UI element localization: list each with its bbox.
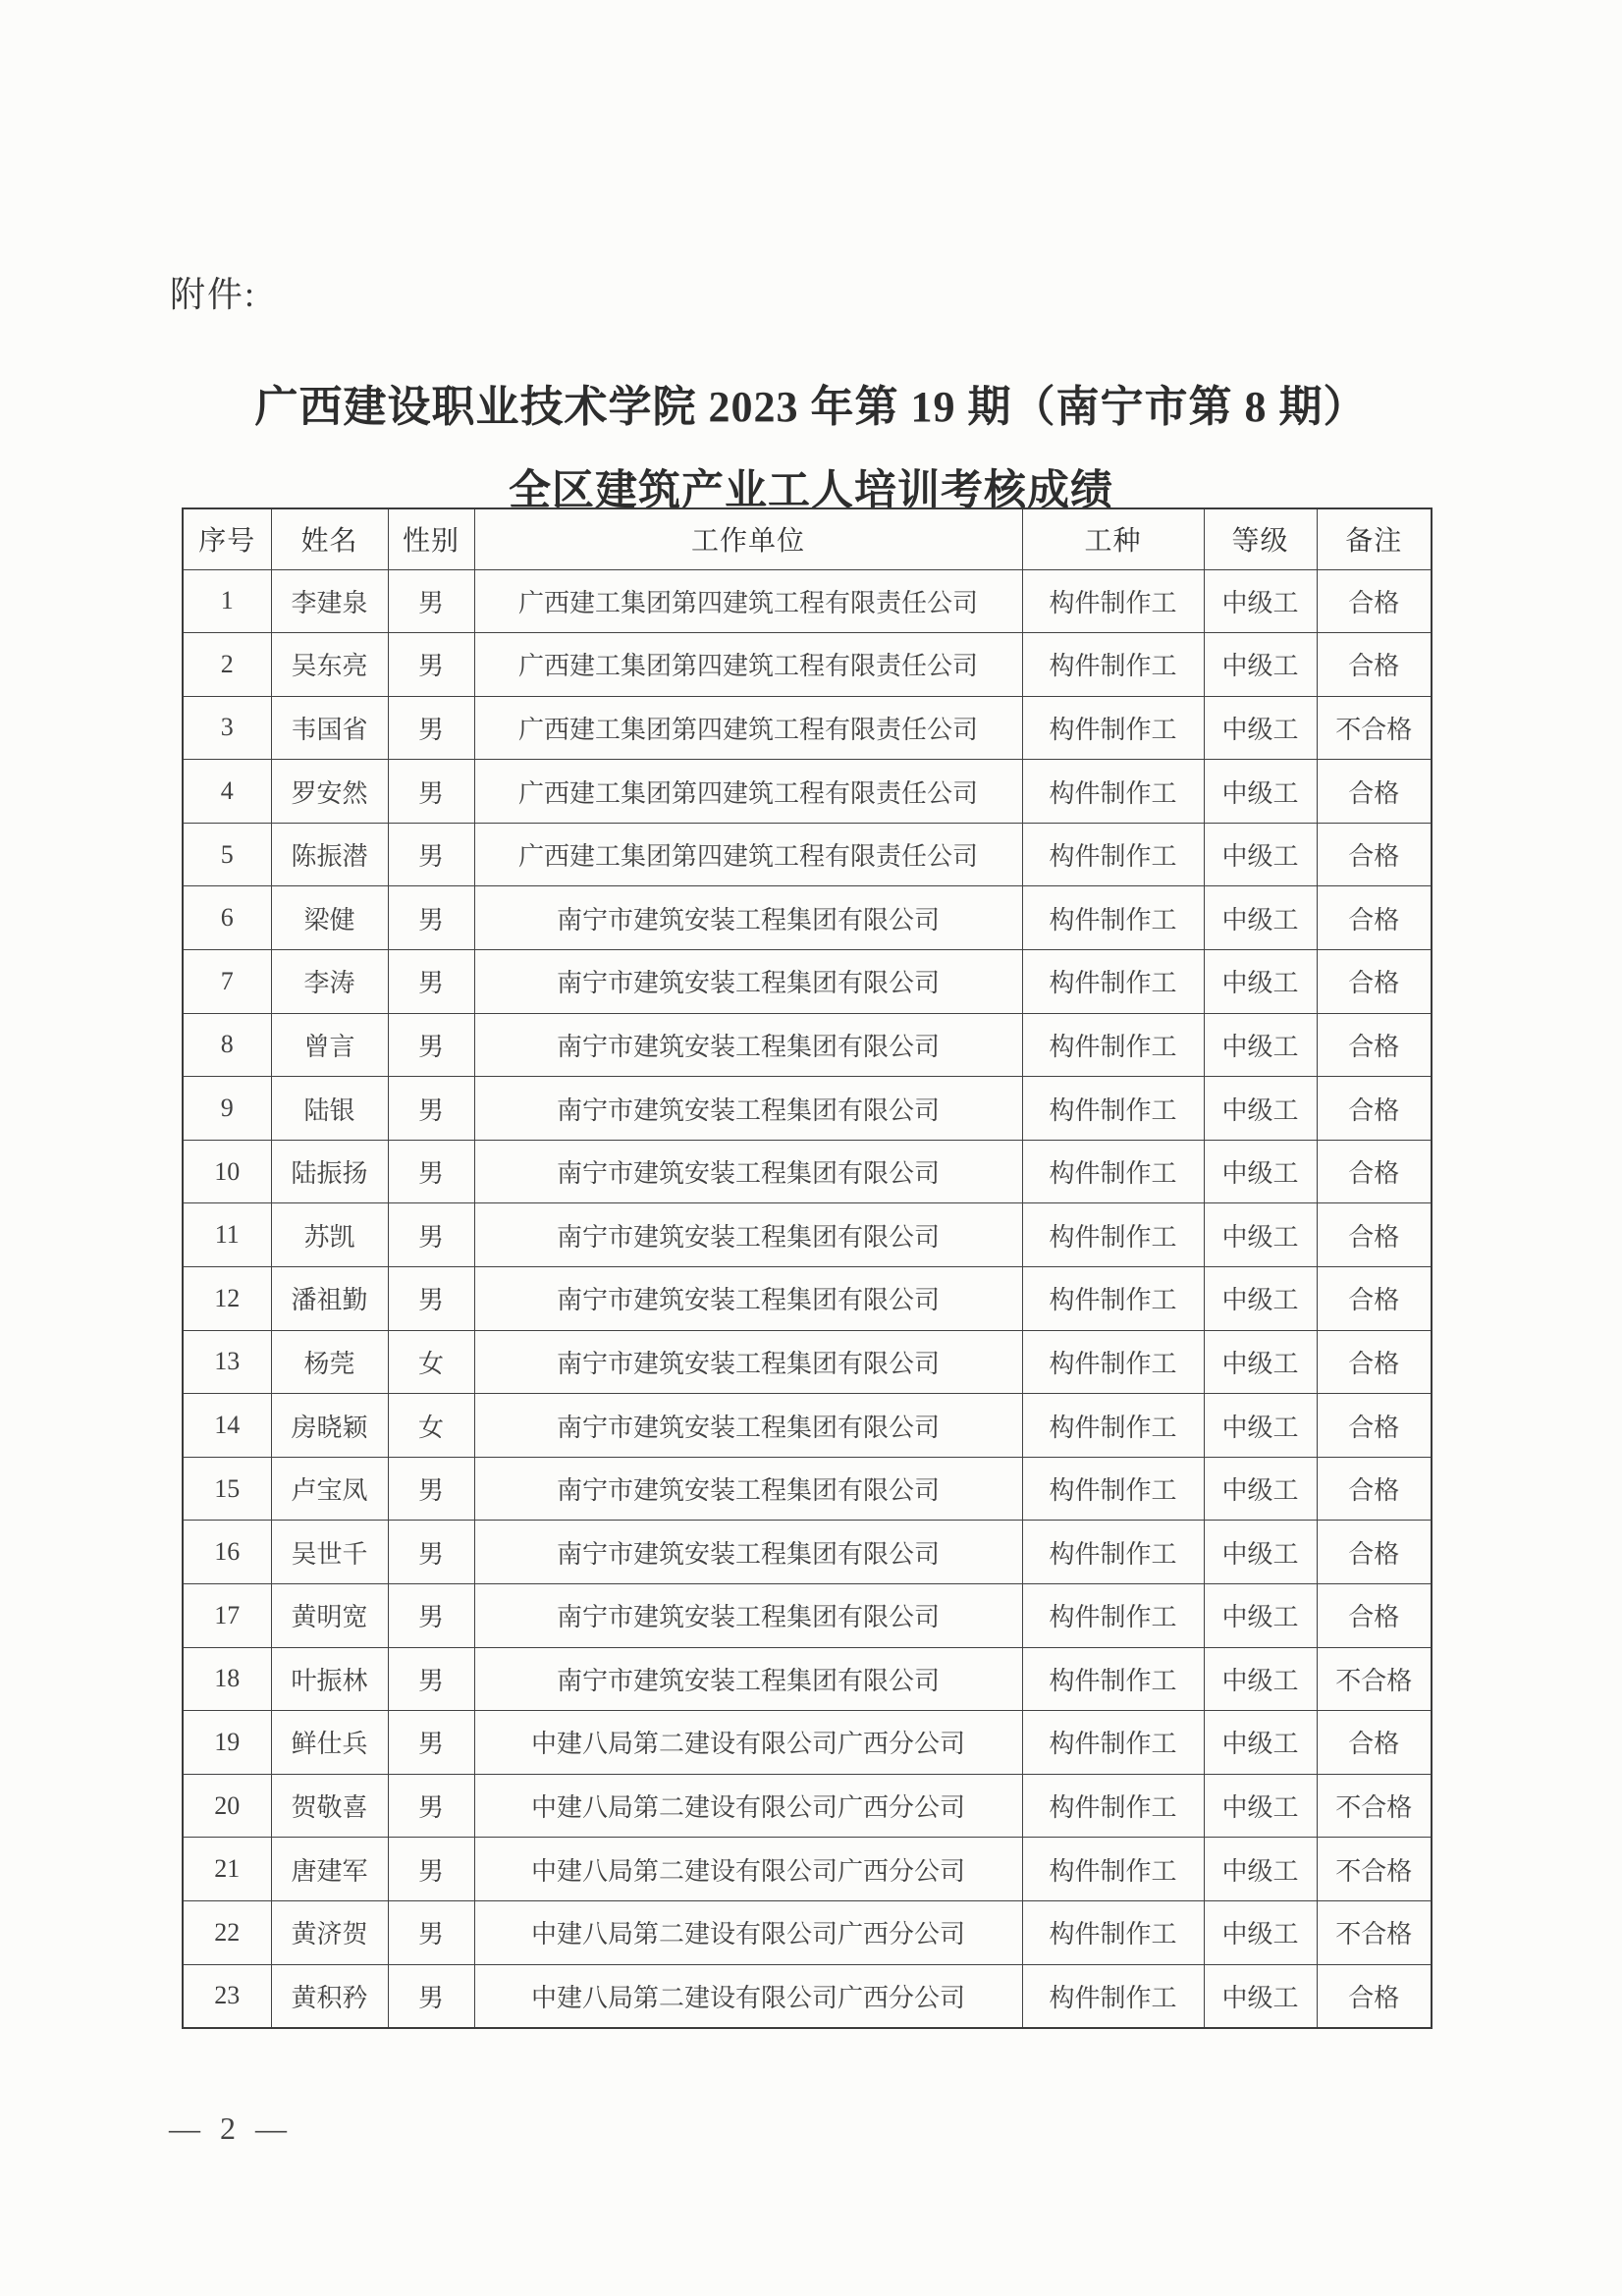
cell-work-unit: 南宁市建筑安装工程集团有限公司 [474,1394,1022,1458]
col-header-job-type: 工种 [1022,508,1204,569]
cell-name: 潘祖勤 [271,1267,388,1331]
cell-index: 2 [183,633,271,697]
cell-level: 中级工 [1204,760,1317,824]
cell-index: 13 [183,1330,271,1394]
table-row [183,823,1432,886]
cell-remark: 合格 [1317,1964,1432,2028]
cell-gender: 男 [388,1584,474,1648]
cell-job-type: 构件制作工 [1022,1013,1204,1077]
table-row [183,1774,1432,1838]
cell-index: 8 [183,1013,271,1077]
cell-name: 苏凯 [271,1203,388,1267]
cell-remark: 不合格 [1317,696,1432,760]
cell-remark: 合格 [1317,569,1432,633]
cell-level: 中级工 [1204,1140,1317,1203]
cell-index: 9 [183,1077,271,1141]
cell-name: 曾言 [271,1013,388,1077]
cell-gender: 男 [388,1203,474,1267]
cell-job-type: 构件制作工 [1022,1774,1204,1838]
cell-job-type: 构件制作工 [1022,1267,1204,1331]
cell-job-type: 构件制作工 [1022,823,1204,886]
cell-remark: 不合格 [1317,1774,1432,1838]
cell-remark: 合格 [1317,1140,1432,1203]
cell-name: 陆银 [271,1077,388,1141]
cell-name: 黄济贺 [271,1900,388,1964]
col-header-name: 姓名 [271,508,388,569]
cell-gender: 男 [388,1013,474,1077]
cell-work-unit: 中建八局第二建设有限公司广西分公司 [474,1900,1022,1964]
cell-remark: 不合格 [1317,1838,1432,1901]
cell-index: 18 [183,1647,271,1711]
cell-work-unit: 广西建工集团第四建筑工程有限责任公司 [474,633,1022,697]
cell-level: 中级工 [1204,1394,1317,1458]
cell-remark: 合格 [1317,1711,1432,1775]
cell-remark: 合格 [1317,760,1432,824]
table-header-row [183,508,1432,569]
cell-name: 卢宝凤 [271,1457,388,1521]
cell-work-unit: 南宁市建筑安装工程集团有限公司 [474,1521,1022,1584]
cell-name: 吴东亮 [271,633,388,697]
cell-name: 贺敬喜 [271,1774,388,1838]
cell-name: 唐建军 [271,1838,388,1901]
cell-index: 19 [183,1711,271,1775]
cell-level: 中级工 [1204,1774,1317,1838]
cell-gender: 男 [388,1711,474,1775]
cell-job-type: 构件制作工 [1022,1900,1204,1964]
cell-level: 中级工 [1204,1838,1317,1901]
cell-job-type: 构件制作工 [1022,1521,1204,1584]
table-row [183,1140,1432,1203]
cell-gender: 男 [388,696,474,760]
cell-job-type: 构件制作工 [1022,1964,1204,2028]
cell-job-type: 构件制作工 [1022,760,1204,824]
table-row [183,633,1432,697]
cell-index: 22 [183,1900,271,1964]
cell-job-type: 构件制作工 [1022,1711,1204,1775]
cell-index: 20 [183,1774,271,1838]
cell-level: 中级工 [1204,950,1317,1014]
cell-level: 中级工 [1204,696,1317,760]
cell-job-type: 构件制作工 [1022,696,1204,760]
cell-remark: 合格 [1317,1394,1432,1458]
table-row [183,886,1432,950]
cell-level: 中级工 [1204,886,1317,950]
cell-gender: 男 [388,1900,474,1964]
cell-level: 中级工 [1204,1077,1317,1141]
cell-job-type: 构件制作工 [1022,1457,1204,1521]
cell-gender: 男 [388,823,474,886]
col-header-work-unit: 工作单位 [474,508,1022,569]
cell-work-unit: 中建八局第二建设有限公司广西分公司 [474,1774,1022,1838]
cell-job-type: 构件制作工 [1022,1584,1204,1648]
cell-gender: 男 [388,1774,474,1838]
attachment-label: 附件: [170,275,257,314]
table-row [183,1711,1432,1775]
cell-level: 中级工 [1204,1457,1317,1521]
table-row [183,1838,1432,1901]
cell-level: 中级工 [1204,1013,1317,1077]
cell-index: 1 [183,569,271,633]
cell-job-type: 构件制作工 [1022,569,1204,633]
table-row [183,760,1432,824]
page-number: — 2 — [169,2110,293,2146]
cell-level: 中级工 [1204,1521,1317,1584]
cell-job-type: 构件制作工 [1022,1838,1204,1901]
cell-level: 中级工 [1204,1267,1317,1331]
cell-name: 陆振扬 [271,1140,388,1203]
cell-work-unit: 南宁市建筑安装工程集团有限公司 [474,1584,1022,1648]
table-row [183,1457,1432,1521]
table-row [183,1077,1432,1141]
cell-work-unit: 南宁市建筑安装工程集团有限公司 [474,1077,1022,1141]
table-row [183,1330,1432,1394]
cell-index: 10 [183,1140,271,1203]
table-row [183,1203,1432,1267]
table-row [183,1013,1432,1077]
cell-work-unit: 南宁市建筑安装工程集团有限公司 [474,1647,1022,1711]
cell-level: 中级工 [1204,569,1317,633]
cell-work-unit: 中建八局第二建设有限公司广西分公司 [474,1964,1022,2028]
table-row [183,1267,1432,1331]
table-row [183,696,1432,760]
cell-remark: 不合格 [1317,1900,1432,1964]
cell-index: 17 [183,1584,271,1648]
cell-name: 韦国省 [271,696,388,760]
cell-work-unit: 南宁市建筑安装工程集团有限公司 [474,1330,1022,1394]
cell-remark: 合格 [1317,1521,1432,1584]
cell-index: 21 [183,1838,271,1901]
cell-level: 中级工 [1204,1964,1317,2028]
cell-job-type: 构件制作工 [1022,1330,1204,1394]
cell-name: 鲜仕兵 [271,1711,388,1775]
cell-gender: 男 [388,1140,474,1203]
table-row [183,569,1432,633]
cell-remark: 合格 [1317,823,1432,886]
table-row [183,1900,1432,1964]
cell-work-unit: 南宁市建筑安装工程集团有限公司 [474,950,1022,1014]
cell-gender: 男 [388,760,474,824]
cell-work-unit: 南宁市建筑安装工程集团有限公司 [474,1013,1022,1077]
col-header-index: 序号 [183,508,271,569]
cell-job-type: 构件制作工 [1022,1394,1204,1458]
cell-gender: 男 [388,1647,474,1711]
cell-level: 中级工 [1204,1647,1317,1711]
col-header-remark: 备注 [1317,508,1432,569]
cell-index: 16 [183,1521,271,1584]
cell-index: 15 [183,1457,271,1521]
cell-gender: 男 [388,886,474,950]
cell-remark: 合格 [1317,1077,1432,1141]
cell-remark: 合格 [1317,1267,1432,1331]
cell-gender: 女 [388,1394,474,1458]
document-title-line1: 广西建设职业技术学院 2023 年第 19 期（南宁市第 8 期） [254,383,1368,431]
cell-gender: 男 [388,1964,474,2028]
col-header-gender: 性别 [388,508,474,569]
cell-level: 中级工 [1204,633,1317,697]
cell-remark: 合格 [1317,886,1432,950]
cell-level: 中级工 [1204,1711,1317,1775]
cell-work-unit: 广西建工集团第四建筑工程有限责任公司 [474,696,1022,760]
cell-level: 中级工 [1204,823,1317,886]
cell-level: 中级工 [1204,1330,1317,1394]
cell-remark: 合格 [1317,1330,1432,1394]
cell-work-unit: 中建八局第二建设有限公司广西分公司 [474,1838,1022,1901]
cell-remark: 合格 [1317,950,1432,1014]
cell-index: 11 [183,1203,271,1267]
cell-name: 黄积矜 [271,1964,388,2028]
cell-gender: 男 [388,569,474,633]
cell-name: 罗安然 [271,760,388,824]
cell-work-unit: 广西建工集团第四建筑工程有限责任公司 [474,760,1022,824]
cell-gender: 女 [388,1330,474,1394]
cell-job-type: 构件制作工 [1022,950,1204,1014]
cell-index: 12 [183,1267,271,1331]
cell-name: 梁健 [271,886,388,950]
cell-job-type: 构件制作工 [1022,886,1204,950]
cell-work-unit: 南宁市建筑安装工程集团有限公司 [474,886,1022,950]
cell-gender: 男 [388,1267,474,1331]
col-header-level: 等级 [1204,508,1317,569]
table-row [183,1394,1432,1458]
table-row [183,1584,1432,1648]
cell-index: 3 [183,696,271,760]
cell-job-type: 构件制作工 [1022,633,1204,697]
table-row [183,950,1432,1014]
cell-gender: 男 [388,950,474,1014]
cell-gender: 男 [388,633,474,697]
cell-gender: 男 [388,1521,474,1584]
cell-level: 中级工 [1204,1203,1317,1267]
document-title-line2: 全区建筑产业工人培训考核成绩 [509,468,1113,514]
cell-gender: 男 [388,1077,474,1141]
cell-job-type: 构件制作工 [1022,1647,1204,1711]
cell-remark: 合格 [1317,1457,1432,1521]
cell-name: 李建泉 [271,569,388,633]
table-row [183,1964,1432,2028]
cell-index: 4 [183,760,271,824]
cell-index: 5 [183,823,271,886]
results-table [182,507,1433,2029]
cell-work-unit: 南宁市建筑安装工程集团有限公司 [474,1267,1022,1331]
cell-remark: 不合格 [1317,1647,1432,1711]
cell-work-unit: 广西建工集团第四建筑工程有限责任公司 [474,569,1022,633]
cell-name: 杨莞 [271,1330,388,1394]
cell-index: 7 [183,950,271,1014]
cell-remark: 合格 [1317,1203,1432,1267]
table-row [183,1647,1432,1711]
cell-gender: 男 [388,1457,474,1521]
cell-name: 房晓颖 [271,1394,388,1458]
cell-remark: 合格 [1317,1584,1432,1648]
cell-level: 中级工 [1204,1900,1317,1964]
cell-index: 6 [183,886,271,950]
cell-job-type: 构件制作工 [1022,1077,1204,1141]
cell-gender: 男 [388,1838,474,1901]
table-row [183,1521,1432,1584]
cell-level: 中级工 [1204,1584,1317,1648]
cell-job-type: 构件制作工 [1022,1140,1204,1203]
cell-name: 李涛 [271,950,388,1014]
cell-index: 14 [183,1394,271,1458]
cell-name: 陈振潜 [271,823,388,886]
cell-work-unit: 中建八局第二建设有限公司广西分公司 [474,1711,1022,1775]
cell-remark: 合格 [1317,1013,1432,1077]
cell-name: 黄明宽 [271,1584,388,1648]
cell-work-unit: 南宁市建筑安装工程集团有限公司 [474,1203,1022,1267]
cell-work-unit: 南宁市建筑安装工程集团有限公司 [474,1140,1022,1203]
cell-work-unit: 广西建工集团第四建筑工程有限责任公司 [474,823,1022,886]
cell-job-type: 构件制作工 [1022,1203,1204,1267]
cell-index: 23 [183,1964,271,2028]
cell-work-unit: 南宁市建筑安装工程集团有限公司 [474,1457,1022,1521]
cell-remark: 合格 [1317,633,1432,697]
cell-name: 吴世千 [271,1521,388,1584]
cell-name: 叶振林 [271,1647,388,1711]
